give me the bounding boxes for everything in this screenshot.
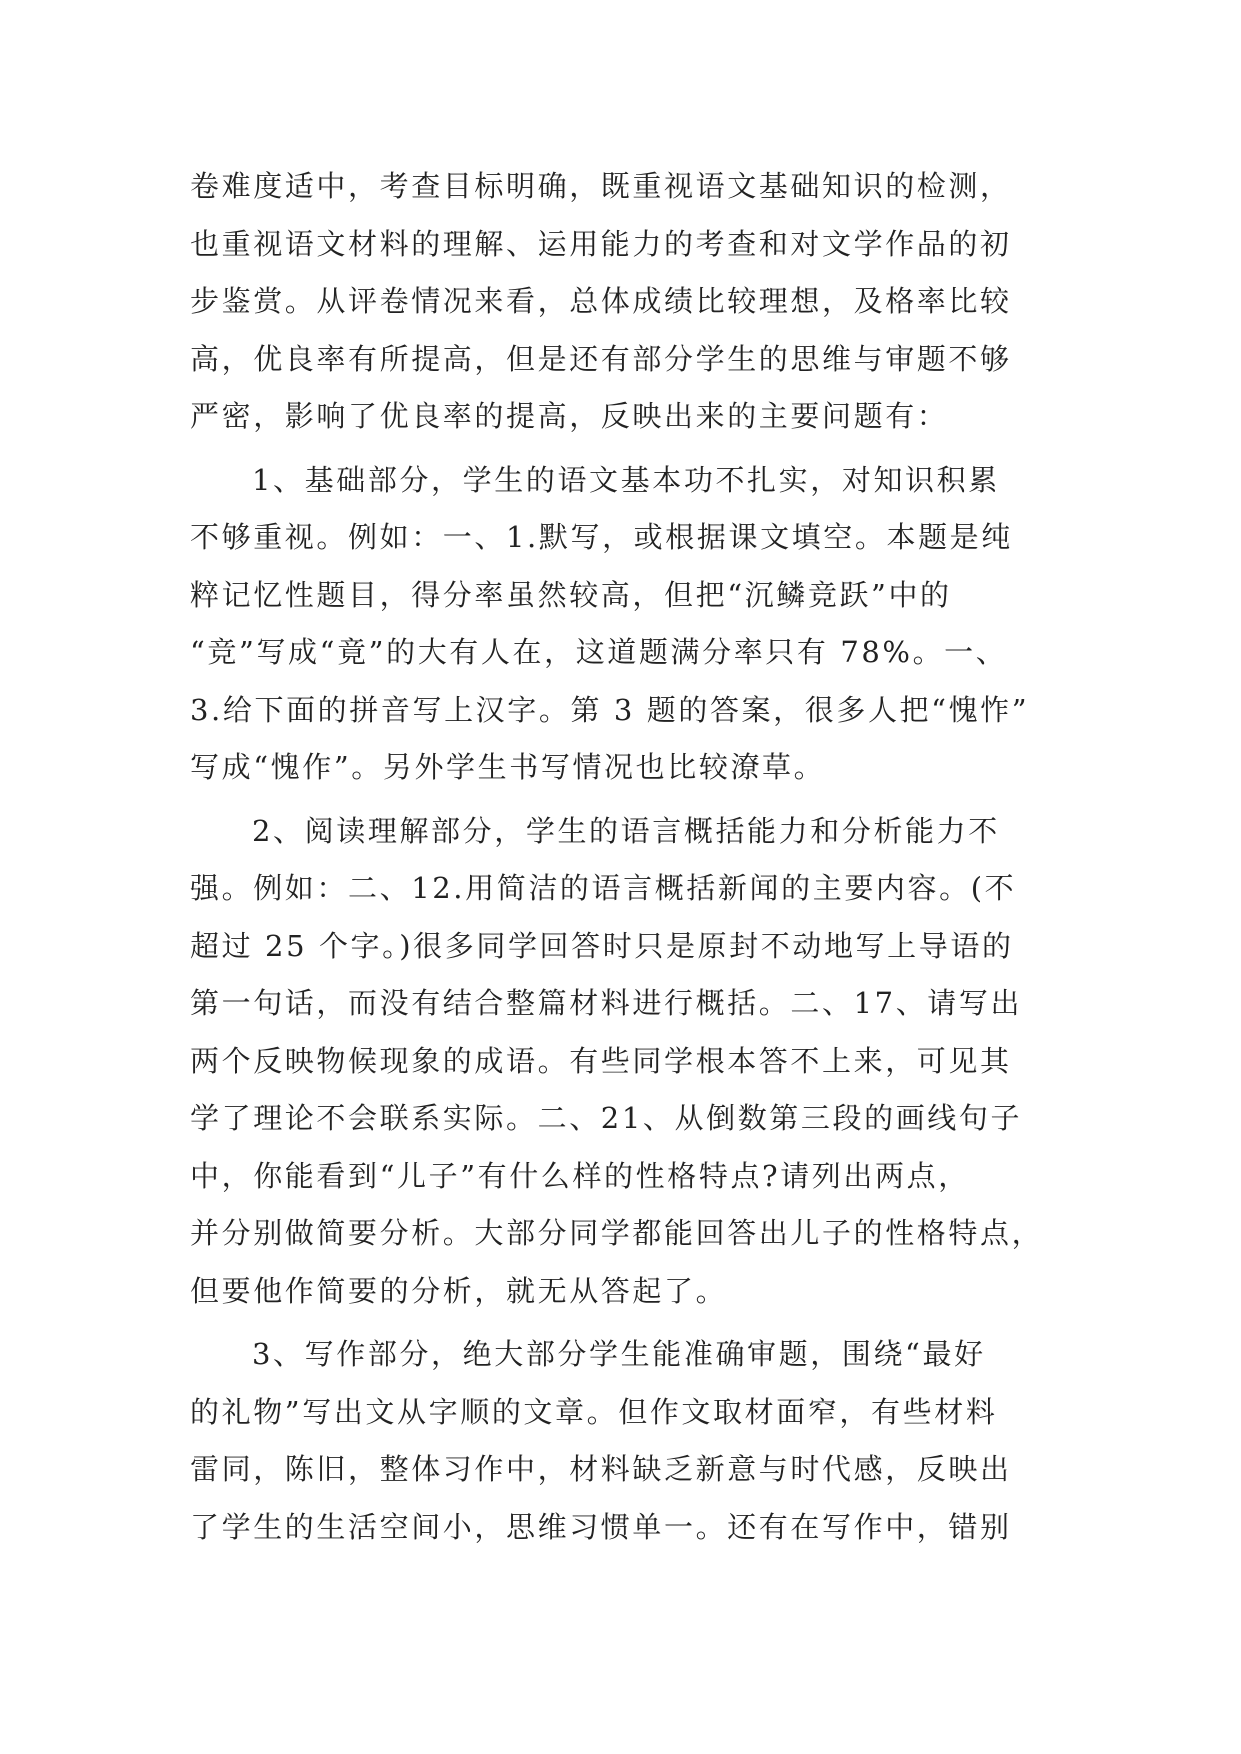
- paragraph-line: 2、阅读理解部分，学生的语言概括能力和分析能力不: [252, 813, 1000, 848]
- paragraph-line: 3、写作部分，绝大部分学生能准确审题，围绕“最好: [252, 1337, 986, 1371]
- paragraph-line: 超过 25 个字。)很多同学回答时只是原封不动地写上导语的: [190, 928, 1014, 963]
- paragraph-line: 写成“愧作”。另外学生书写情况也比较潦草。: [190, 750, 826, 784]
- paragraph-line: 也重视语文材料的理解、运用能力的考查和对文学作品的初: [190, 226, 1012, 261]
- paragraph-line: 学了理论不会联系实际。二、21、从倒数第三段的画线句子: [190, 1101, 1023, 1135]
- paragraph-line: 强。例如：二、12.用简洁的语言概括新闻的主要内容。(不: [190, 871, 1017, 905]
- paragraph-line: 雷同，陈旧，整体习作中，材料缺乏新意与时代感，反映出: [190, 1452, 1012, 1486]
- paragraph-line: 不够重视。例如：一、1.默写，或根据课文填空。本题是纯: [190, 520, 1013, 554]
- document-body: [190, 158, 1080, 1556]
- paragraph-line: 粹记忆性题目，得分率虽然较高，但把“沉鳞竞跃”中的: [190, 577, 952, 612]
- paragraph-line: 1、基础部分，学生的语文基本功不扎实，对知识积累: [252, 462, 1000, 497]
- paragraph-line: 的礼物”写出文从字顺的文章。但作文取材面窄，有些材料: [190, 1394, 998, 1429]
- paragraph-line: 中，你能看到“儿子”有什么样的性格特点?请列出两点，: [190, 1158, 970, 1193]
- paragraph-line: 高，优良率有所提高，但是还有部分学生的思维与审题不够: [190, 341, 1012, 376]
- paragraph-line: 了学生的生活空间小，思维习惯单一。还有在写作中，错别: [190, 1509, 1012, 1544]
- paragraph-line: 两个反映物候现象的成语。有些同学根本答不上来，可见其: [190, 1043, 1012, 1078]
- paragraph-line: 3.给下面的拼音写上汉字。第 3 题的答案，很多人把“愧怍”: [190, 692, 1030, 727]
- paragraph-line: 步鉴赏。从评卷情况来看，总体成绩比较理想，及格率比较: [190, 284, 1012, 318]
- paragraph-line: 并分别做简要分析。大部分同学都能回答出儿子的性格特点，: [190, 1216, 1044, 1250]
- paragraph-line: 但要他作简要的分析，就无从答起了。: [190, 1273, 728, 1308]
- paragraph-line: 第一句话，而没有结合整篇材料进行概括。二、17、请写出: [190, 986, 1023, 1020]
- paragraph-line: 卷难度适中，考查目标明确，既重视语文基础知识的检测，: [190, 169, 1012, 203]
- paragraph-line: 严密，影响了优良率的提高，反映出来的主要问题有：: [190, 399, 949, 433]
- paragraph-line: “竞”写成“竟”的大有人在，这道题满分率只有 78%。一、: [190, 635, 1008, 669]
